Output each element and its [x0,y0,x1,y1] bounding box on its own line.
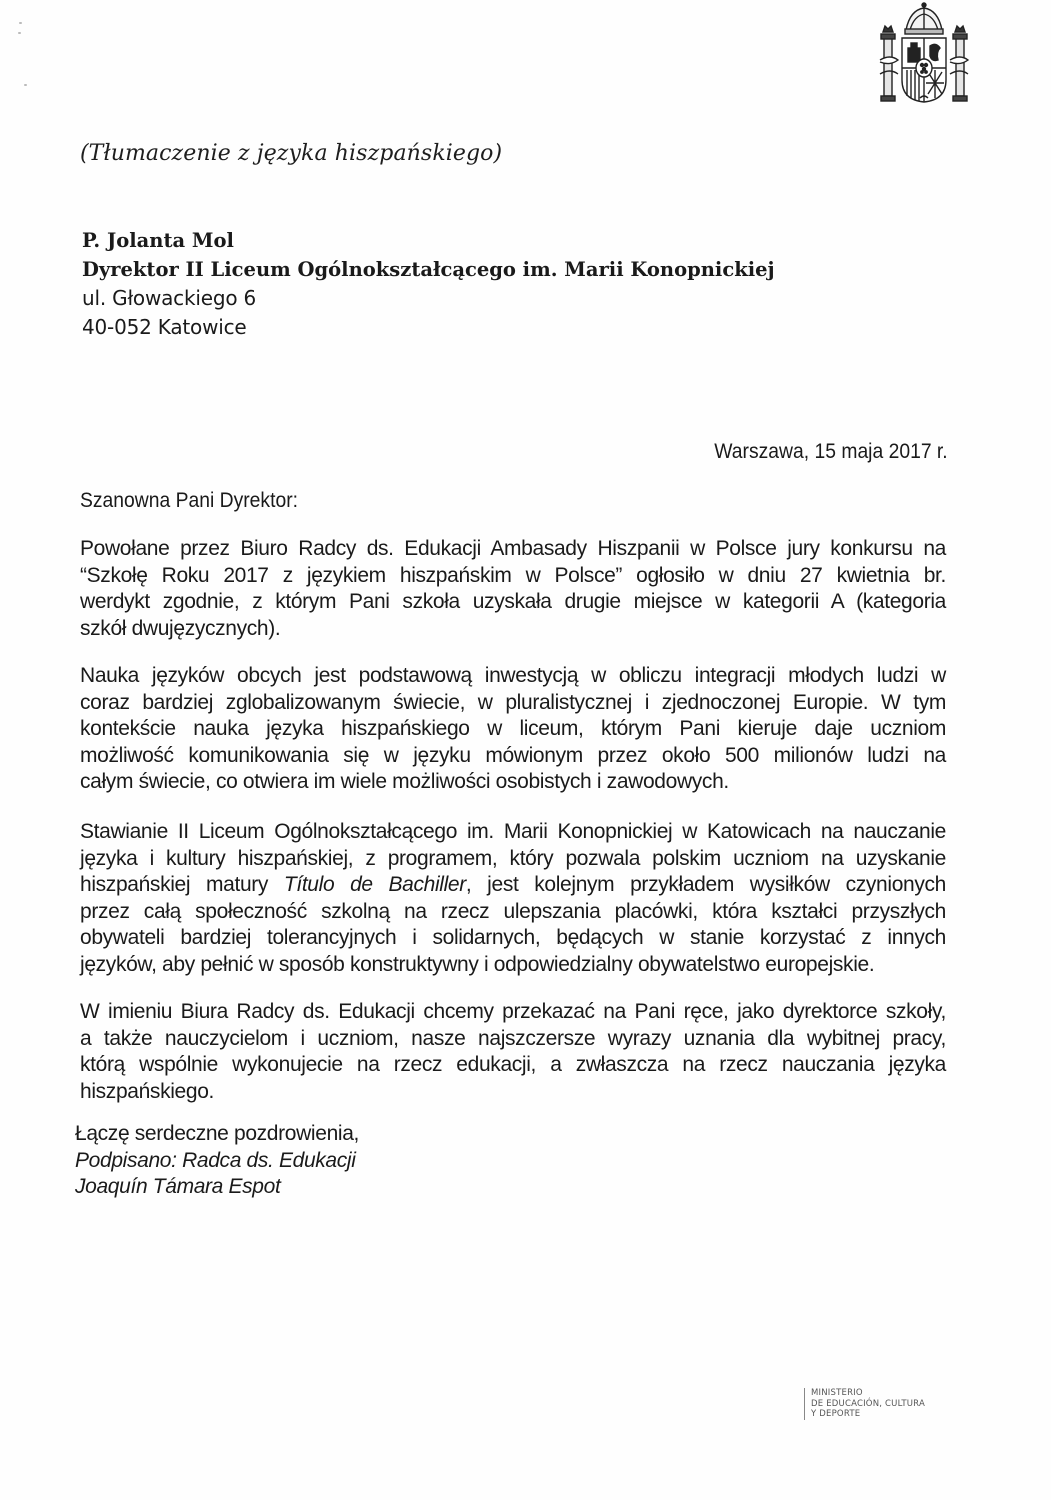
paragraph-line: coraz bardziej zglobalizowanym świecie, w pluralistycznej i zjednoczonej Europie. W tym [80,690,946,714]
translation-note: (Tłumaczenie z języka hiszpańskiego) [80,141,503,166]
italic-diploma-name: Título de Bachiller [283,873,466,896]
paragraph-3 [80,819,946,978]
signed-by-label: Podpisano: Radca ds. Edukacji [75,1148,356,1172]
paragraph-line: Powołane przez Biuro Radcy ds. Edukacji Ambasady Hiszpanii w Polsce jury konkursu na [80,537,946,560]
text-after-italic: , jest kolejnym przykładem wysiłków czynionych [465,873,946,896]
scan-speck [18,32,21,34]
paragraph-line: języka i kultury hiszpańskiej, z programem, który pozwala polskim uczniom na uzyskanie [80,846,946,870]
ministry-line: DE EDUCACIÓN, CULTURA [811,1398,925,1409]
closing-block [75,1121,359,1201]
signatory-name: Joaquín Támara Espot [75,1175,281,1198]
recipient-address-block [82,226,775,342]
recipient-name: P. Jolanta Mol [82,229,234,252]
paragraph-line: Nauka języków obcych jest podstawową inwestycją w obliczu integracji młodych ludzi w [80,664,946,687]
paragraph-line: możliwość komunikowania się w języku mówionym przez około 500 milionów ludzi na [80,743,946,767]
paragraph-line: a także nauczycielom i uczniom, nasze najszczersze wyrazy uznania dla wybitnej pracy, [80,1026,946,1050]
scan-speck [19,22,22,24]
paragraph-line: werdykt zgodnie, z którym Pani szkoła uzyskała drugie miejsce w kategorii A (kategoria [80,590,946,613]
paragraph-line: całym świecie, co otwiera im wiele możliwości osobistych i zawodowych. [80,770,729,793]
scan-speck [24,84,27,86]
paragraph-line: obywateli bardziej tolerancyjnych i solidarnych, będących w stanie korzystać z innych [80,926,946,949]
paragraph-line: kontekście nauka języka hiszpańskiego w liceum, którym Pani kieruje daje uczniom [80,717,946,740]
paragraph-line: “Szkołę Roku 2017 z językiem hiszpańskim w Polsce” ogłosiło w dniu 27 kwietnia br. [80,563,946,587]
paragraph-line: szkół dwujęzycznych). [80,616,281,640]
paragraph-1 [80,536,946,642]
ministry-line: MINISTERIO [811,1388,863,1398]
paragraph-4 [80,999,946,1105]
salutation: Szanowna Pani Dyrektor: [80,489,298,512]
paragraph-line: języków, aby pełnić w sposób konstruktywny i odpowiedzialny obywatelstwo europejskie. [80,952,875,976]
recipient-street: ul. Głowackiego 6 [82,286,257,310]
paragraph-line: W imieniu Biura Radcy ds. Edukacji chcemy przekazać na Pani ręce, jako dyrektorce szkoły, [80,1000,946,1023]
paragraph-line: Stawianie II Liceum Ogólnokształcącego im. Marii Konopnickiej w Katowicach na nauczanie [80,820,946,843]
paragraph-line-with-italic [80,872,946,899]
paragraph-line: przez całą społeczność szkolną na rzecz ulepszania placówki, która kształci przyszłych [80,899,946,923]
paragraph-2 [80,663,946,796]
ministry-footer [804,1388,925,1420]
text-before-italic: hiszpańskiej matury [80,873,284,896]
ministry-line: Y DEPORTE [811,1409,861,1419]
recipient-title: Dyrektor II Liceum Ogólnokształcącego im. Marii Konopnickiej [82,258,775,281]
coat-of-arms-of-spain-icon [876,2,972,106]
paragraph-line: hiszpańskiego. [80,1079,215,1103]
paragraph-line: którą wspólnie wykonujecie na rzecz edukacji, a zwłaszcza na rzecz nauczania języka [80,1053,946,1076]
closing-greeting: Łączę serdeczne pozdrowienia, [75,1122,360,1145]
date-line: Warszawa, 15 maja 2017 r. [714,440,948,463]
recipient-city: 40-052 Katowice [82,315,247,339]
